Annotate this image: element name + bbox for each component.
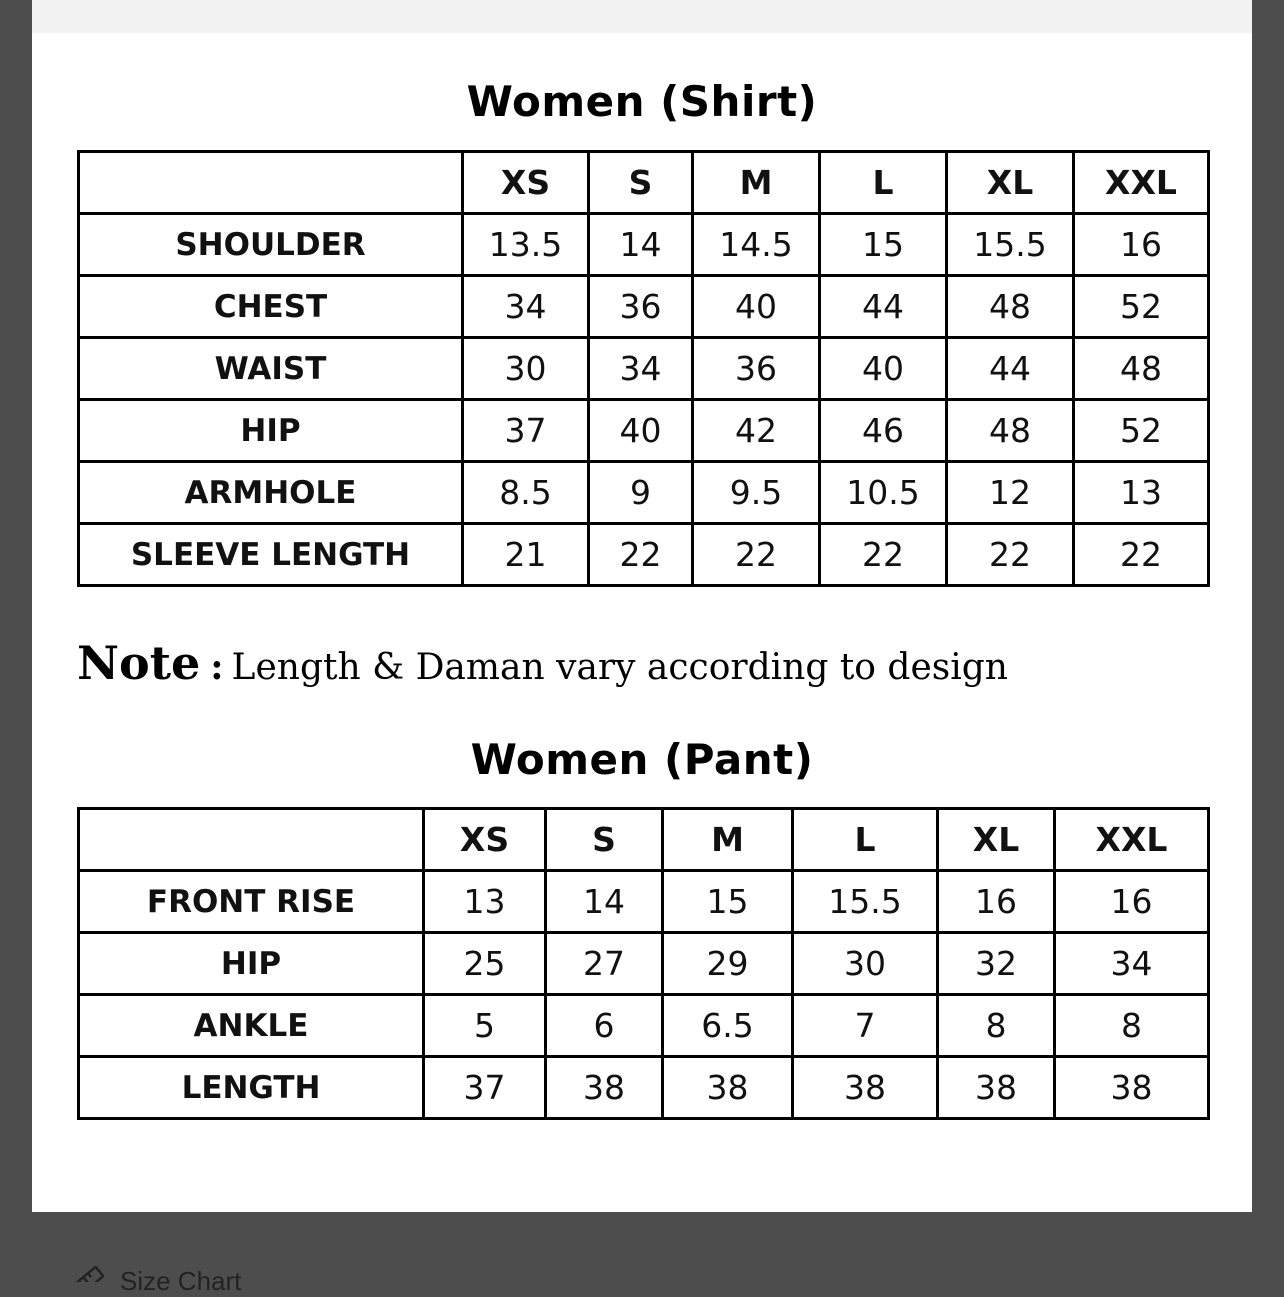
table-cell: 46: [820, 400, 947, 462]
table-cell: 38: [793, 1057, 938, 1119]
top-bar: [32, 0, 1252, 33]
table-cell: 44: [947, 338, 1074, 400]
table-cell: 15.5: [793, 871, 938, 933]
table-cell: 40: [589, 400, 693, 462]
table-cell: 40: [820, 338, 947, 400]
row-label: ARMHOLE: [79, 462, 463, 524]
table-cell: 52: [1074, 276, 1209, 338]
table-cell: 21: [463, 524, 589, 586]
table-cell: 48: [947, 400, 1074, 462]
ruler-icon[interactable]: [70, 1262, 110, 1282]
row-label: FRONT RISE: [79, 871, 424, 933]
table-row: [79, 276, 1209, 338]
table-cell: 36: [693, 338, 820, 400]
table-cell: 13.5: [463, 214, 589, 276]
header-cell: [79, 809, 424, 871]
table-cell: 22: [1074, 524, 1209, 586]
row-label: CHEST: [79, 276, 463, 338]
table-row: [79, 214, 1209, 276]
table-cell: 13: [424, 871, 546, 933]
table-cell: 36: [589, 276, 693, 338]
table-cell: 7: [793, 995, 938, 1057]
table-cell: 48: [1074, 338, 1209, 400]
shirt-size-table: [77, 150, 1210, 587]
table-cell: 13: [1074, 462, 1209, 524]
pant-title: Women (Pant): [470, 735, 814, 784]
table-cell: 6.5: [663, 995, 793, 1057]
size-chart-link[interactable]: Size Chart: [120, 1266, 242, 1296]
header-cell: L: [820, 152, 947, 214]
table-cell: 42: [693, 400, 820, 462]
table-cell: 22: [589, 524, 693, 586]
shirt-title: Women (Shirt): [466, 77, 818, 126]
note-line: [77, 636, 1008, 690]
header-cell: XXL: [1055, 809, 1209, 871]
table-cell: 30: [463, 338, 589, 400]
note-separator: :: [210, 646, 224, 688]
row-label: SHOULDER: [79, 214, 463, 276]
row-label: HIP: [79, 400, 463, 462]
table-cell: 22: [820, 524, 947, 586]
table-cell: 15: [663, 871, 793, 933]
table-cell: 5: [424, 995, 546, 1057]
table-cell: 14.5: [693, 214, 820, 276]
header-cell: XS: [424, 809, 546, 871]
table-row: [79, 933, 1209, 995]
table-row: [79, 400, 1209, 462]
table-cell: 25: [424, 933, 546, 995]
row-label: LENGTH: [79, 1057, 424, 1119]
table-cell: 22: [693, 524, 820, 586]
table-cell: 37: [463, 400, 589, 462]
row-label: ANKLE: [79, 995, 424, 1057]
header-cell: M: [663, 809, 793, 871]
table-cell: 22: [947, 524, 1074, 586]
size-chart-panel: [32, 33, 1252, 1212]
table-cell: 8.5: [463, 462, 589, 524]
header-cell: XS: [463, 152, 589, 214]
note-label: Note: [77, 636, 201, 690]
table-cell: 6: [546, 995, 663, 1057]
table-cell: 9.5: [693, 462, 820, 524]
table-cell: 8: [1055, 995, 1209, 1057]
table-cell: 34: [589, 338, 693, 400]
table-cell: 38: [663, 1057, 793, 1119]
header-cell: [79, 152, 463, 214]
table-cell: 8: [938, 995, 1055, 1057]
table-row: [79, 462, 1209, 524]
table-header-row: [79, 152, 1209, 214]
table-cell: 37: [424, 1057, 546, 1119]
header-cell: S: [546, 809, 663, 871]
table-cell: 52: [1074, 400, 1209, 462]
table-cell: 34: [1055, 933, 1209, 995]
table-row: [79, 871, 1209, 933]
table-cell: 40: [693, 276, 820, 338]
table-cell: 27: [546, 933, 663, 995]
table-cell: 16: [1074, 214, 1209, 276]
table-cell: 48: [947, 276, 1074, 338]
header-cell: XXL: [1074, 152, 1209, 214]
row-label: HIP: [79, 933, 424, 995]
table-cell: 38: [1055, 1057, 1209, 1119]
table-row: [79, 995, 1209, 1057]
table-cell: 29: [663, 933, 793, 995]
row-label: SLEEVE LENGTH: [79, 524, 463, 586]
table-cell: 9: [589, 462, 693, 524]
table-header-row: [79, 809, 1209, 871]
header-cell: XL: [938, 809, 1055, 871]
pant-size-table: [77, 807, 1210, 1120]
table-cell: 38: [546, 1057, 663, 1119]
table-cell: 14: [589, 214, 693, 276]
table-cell: 16: [1055, 871, 1209, 933]
table-row: [79, 338, 1209, 400]
table-cell: 34: [463, 276, 589, 338]
table-cell: 44: [820, 276, 947, 338]
table-cell: 16: [938, 871, 1055, 933]
table-row: [79, 1057, 1209, 1119]
row-label: WAIST: [79, 338, 463, 400]
table-cell: 15.5: [947, 214, 1074, 276]
table-cell: 30: [793, 933, 938, 995]
header-cell: L: [793, 809, 938, 871]
header-cell: M: [693, 152, 820, 214]
table-cell: 10.5: [820, 462, 947, 524]
header-cell: S: [589, 152, 693, 214]
table-cell: 38: [938, 1057, 1055, 1119]
note-text: Length & Daman vary according to design: [231, 647, 1008, 688]
table-cell: 15: [820, 214, 947, 276]
table-cell: 14: [546, 871, 663, 933]
table-cell: 12: [947, 462, 1074, 524]
table-cell: 32: [938, 933, 1055, 995]
header-cell: XL: [947, 152, 1074, 214]
table-row: [79, 524, 1209, 586]
